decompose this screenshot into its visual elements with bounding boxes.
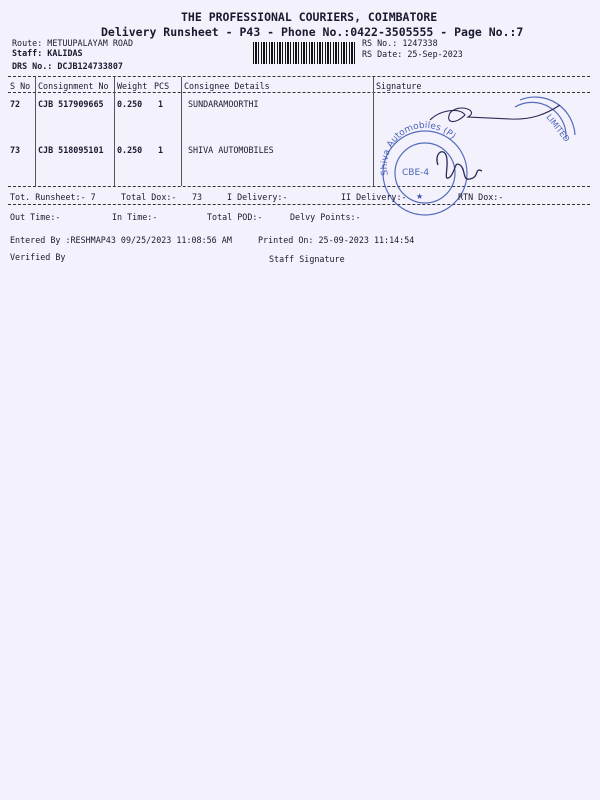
col-divider (181, 77, 182, 186)
table-top-rule (8, 76, 590, 77)
row-sno: 72 (10, 99, 21, 109)
in-time: In Time:- (112, 212, 158, 222)
col-header-consignee: Consignee Details (184, 81, 270, 91)
printed-on: Printed On: 25-09-2023 11:14:54 (258, 235, 415, 245)
runsheet-title: Delivery Runsheet - P43 - Phone No.:0422-3505555 - Page No.:7 (101, 25, 524, 39)
ii-delivery: II Delivery:- (341, 192, 407, 202)
rtn-dox: RTN Dox:- (458, 192, 504, 202)
verified-by: Verified By (10, 252, 66, 262)
total-dox-value: 73 (192, 192, 203, 202)
staff-signature: Staff Signature (269, 254, 345, 264)
row-pcs: 1 (158, 145, 164, 155)
table-header-rule (8, 92, 590, 93)
col-header-pcs: PCS (154, 81, 170, 91)
entered-by: Entered By :RESHMAP43 09/25/2023 11:08:56 AM (10, 235, 232, 245)
row-consignee: SHIVA AUTOMOBILES (188, 145, 274, 155)
row-consignment: CJB 518095101 (38, 145, 104, 155)
rs-date: RS Date: 25-Sep-2023 (362, 49, 463, 59)
barcode (253, 42, 357, 64)
row-pcs: 1 (158, 99, 164, 109)
col-header-signature: Signature (376, 81, 422, 91)
col-header-weight: Weight (117, 81, 148, 91)
tot-runsheet: Tot. Runsheet:- 7 (10, 192, 96, 202)
row-weight: 0.250 (117, 99, 143, 109)
row-consignee: SUNDARAMOORTHI (188, 99, 259, 109)
col-divider (35, 77, 36, 186)
rs-number: RS No.: 1247338 (362, 38, 438, 48)
company-name: THE PROFESSIONAL COURIERS, COIMBATORE (181, 10, 438, 24)
row-sno: 73 (10, 145, 21, 155)
col-header-sno: S No (10, 81, 31, 91)
delvy-points: Delvy Points:- (290, 212, 361, 222)
stamp-text-center: CBE-4 (402, 168, 430, 178)
totals-rule (8, 204, 590, 205)
total-dox-label: Total Dox:- (121, 192, 177, 202)
signature-row-2 (437, 152, 482, 179)
row-weight: 0.250 (117, 145, 143, 155)
stamp-text-top: Shiva Automobiles (P) (379, 120, 458, 177)
drs-number: DRS No.: DCJB124733807 (12, 61, 123, 71)
table-bottom-rule (8, 186, 590, 187)
stamp-outer-ring (383, 131, 467, 215)
col-divider (114, 77, 115, 186)
route-label: Route: METUUPALAYAM ROAD (12, 38, 134, 48)
stamp-arc-right-inner (515, 102, 566, 139)
stamp-star-icon: ★ (416, 192, 424, 201)
total-pod: Total POD:- (207, 212, 263, 222)
col-header-consignment: Consignment No (38, 81, 109, 91)
stamp-text-right: LIMITED (544, 112, 572, 144)
col-divider (373, 77, 374, 186)
row-consignment: CJB 517909665 (38, 99, 104, 109)
out-time: Out Time:- (10, 212, 61, 222)
signature-row-1 (430, 105, 560, 122)
stamp-arc-right (520, 97, 575, 135)
i-delivery: I Delivery:- (227, 192, 288, 202)
staff-label: Staff: KALIDAS (12, 48, 83, 58)
svg-text:Shiva Automobiles (P) (380, 121, 457, 176)
